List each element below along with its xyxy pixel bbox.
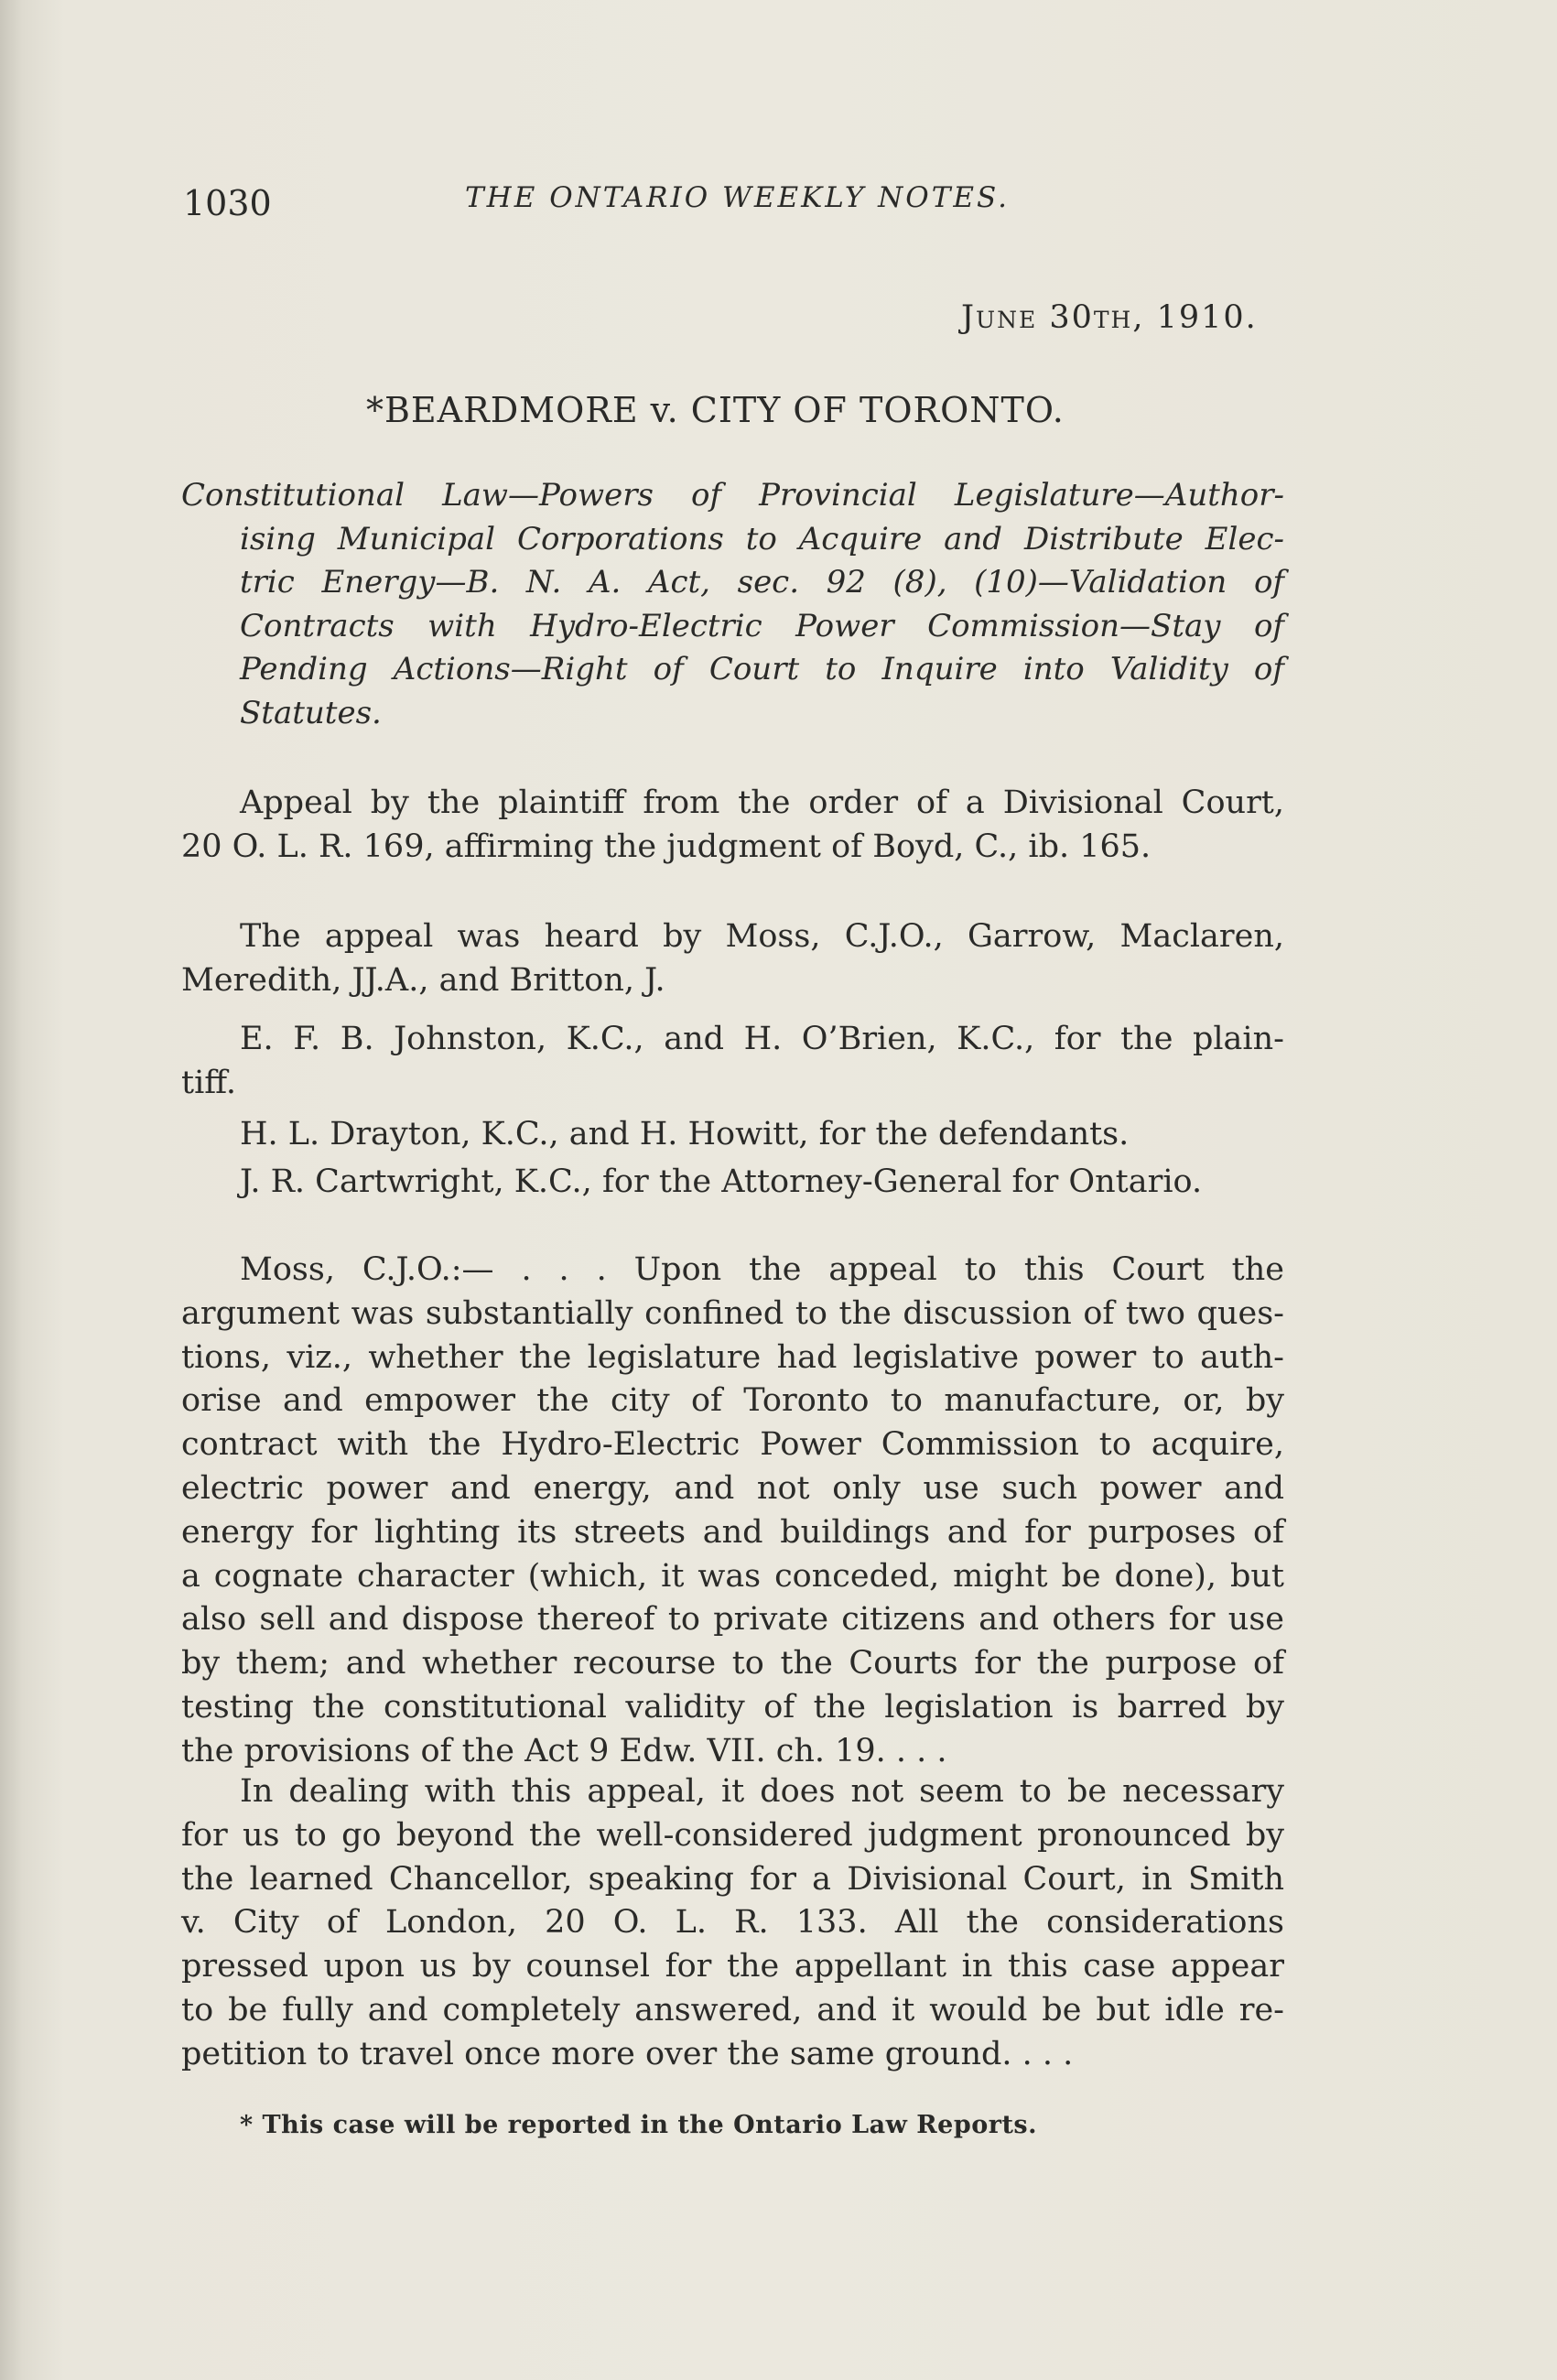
text-line: 20 O. L. R. 169, affirming the judgment of Boyd, C., ib. 165. [181,828,1152,865]
text-line: for us to go beyond the well-considered judgment pronounced by [181,1816,1284,1854]
text-line: energy for lighting its streets and buildings and for purposes of [181,1513,1284,1551]
headnote [181,474,1284,736]
headnote-line: Statutes. [240,694,382,731]
text-line: electric power and energy, and not only use such power and [181,1469,1284,1507]
case-date: June 30th, 1910. [961,299,1258,336]
running-head: THE ONTARIO WEEKLY NOTES. [465,181,1010,214]
text-line: Appeal by the plaintiff from the order of a Divisional Court, [240,784,1284,821]
text-line: also sell and dispose thereof to private citizens and others for use [181,1601,1284,1639]
page-number: 1030 [183,183,272,223]
text-line: pressed upon us by counsel for the appellant in this case appear [181,1948,1284,1985]
text-line: tions, viz., whether the legislature had legislative power to auth- [181,1338,1284,1376]
headnote-line: Contracts with Hydro-Electric Power Commission—Stay of [240,607,1284,644]
headnote-line: tric Energy—B. N. A. Act, sec. 92 (8), (10)—Validation of [240,564,1284,601]
text-line: H. L. Drayton, K.C., and H. Howitt, for the defendants. [240,1116,1130,1152]
heard-paragraph [181,915,1284,1003]
footnote: * This case will be reported in the Ontario Law Reports. [240,2111,1038,2139]
text-line: contract with the Hydro-Electric Power Commission to acquire, [181,1426,1284,1464]
text-line: orise and empower the city of Toronto to manufacture, or, by [181,1382,1284,1420]
headnote-line: Constitutional Law—Powers of Provincial Legislature—Author- [181,477,1284,514]
appeal-paragraph [181,782,1284,870]
text-line: petition to travel once more over the same ground. . . . [181,2035,1074,2072]
counsel-plaintiff [181,1018,1284,1106]
text-line: Moss, C.J.O.:— . . . Upon the appeal to this Court the [240,1251,1284,1288]
text-line: by them; and whether recourse to the Courts for the purpose of [181,1645,1284,1682]
text-line: E. F. B. Johnston, K.C., and H. O’Brien, K.C., for the plain- [240,1021,1284,1057]
judgment-paragraph [181,1249,1284,1774]
text-line: the learned Chancellor, speaking for a Divisional Court, in Smith [181,1860,1284,1898]
text-line: v. City of London, 20 O. L. R. 133. All the considerations [181,1904,1284,1942]
counsel-defendants [181,1113,1284,1157]
text-line: argument was substantially confined to the discussion of two ques- [181,1294,1284,1332]
text-line: In dealing with this appeal, it does not seem to be necessary [240,1773,1284,1810]
text-line: tiff. [181,1064,237,1101]
text-line: J. R. Cartwright, K.C., for the Attorney-General for Ontario. [240,1163,1203,1200]
dealing-paragraph [181,1770,1284,2077]
text-line: the provisions of the Act 9 Edw. VII. ch. 19. . . . [181,1732,947,1769]
text-line: The appeal was heard by Moss, C.J.O., Garrow, Maclaren, [240,918,1284,955]
counsel-attorney-general [181,1161,1284,1205]
headnote-line: ising Municipal Corporations to Acquire and Distribute Elec- [240,520,1284,557]
text-line: testing the constitutional validity of the legislation is barred by [181,1688,1284,1726]
text-line: to be fully and completely answered, and it would be but idle re- [181,1991,1284,2028]
text-line: a cognate character (which, it was conceded, might be done), but [181,1557,1284,1595]
case-title: *BEARDMORE v. CITY OF TORONTO. [366,390,1065,430]
headnote-line: Pending Actions—Right of Court to Inquire into Validity of [240,651,1284,688]
text-line: Meredith, JJ.A., and Britton, J. [181,961,665,999]
